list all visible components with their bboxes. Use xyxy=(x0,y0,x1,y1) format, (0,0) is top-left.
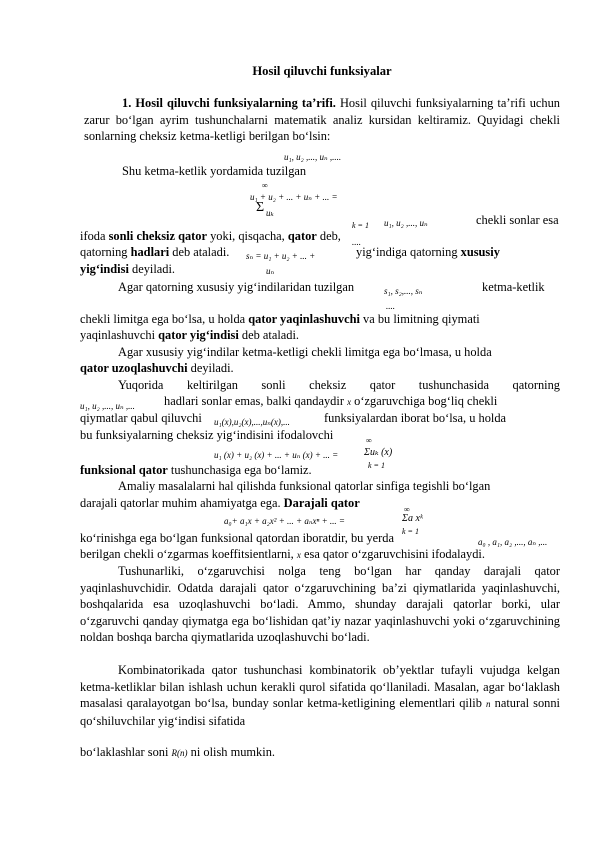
text-line-infinite-sum: bu funksiyalarning cheksiz yig‘indisini ifodalovchi xyxy=(80,428,334,442)
text-line-series-sum: yaqinlashuvchi qator yig‘indisi deb ataladi. xyxy=(80,328,300,342)
paragraph-constructed: Shu ketma-ketlik yordamida tuzilgan xyxy=(122,164,307,178)
text-sequence-word: ketma-ketlik xyxy=(482,280,545,294)
text-partial-sums-seq: Agar qatorning xususiy yig‘indilaridan tuzilgan xyxy=(118,280,355,294)
formula-term: uₖ xyxy=(266,208,274,218)
text-line-coefficients: berilgan chekli o‘zgarmas koeffitsientlarni, x esa qator o‘zgaruvchisini ifodalaydi. xyxy=(80,547,485,561)
formula-functional-sum: Σuₖ (x) xyxy=(364,447,393,458)
formula-series: u₁ + u₂ + ... + uₙ + ... = xyxy=(250,192,338,202)
text-line-convergent: chekli limitga ega bo‘lsa, u holda qator yaqinlashuvchi va bu limitning qiymati xyxy=(80,312,480,326)
formula-power-sum: Σa xᵏ xyxy=(402,513,423,524)
section-number: 1. xyxy=(122,96,132,110)
formula-infinity: ∞ xyxy=(262,181,268,190)
text-line-terms: qatorning hadlari deb ataladi. xyxy=(80,245,230,259)
text-line-power: darajali qatorlar muhim ahamiyatga ega. Darajali qator xyxy=(80,496,360,510)
formula-functional-series: u₁ (x) + u₂ (x) + ... + uₙ (x) + ... = xyxy=(214,450,339,460)
formula-lower-index-2: k = 1 xyxy=(368,461,385,470)
text-line-values: qiymatlar qabul qiluvchi xyxy=(80,411,202,425)
paragraph-combinatorics: Kombinatorikada qator tushunchasi kombinatorik ob’yektlar tufayli vujudga kelgan ketma-ketliklar bilan ishlash uchun kerakli qurol sifatida qo‘llaniladi. Masalan, agar bo‘laklash masalasi qaralayotgan bo‘lsa, bunday sonlar ketma-ketligining elementlari qilib n natural sonni qo‘shiluvchilar yig‘indisi sifatida xyxy=(80,663,560,728)
formula-lower-index-3: k = 1 xyxy=(402,527,419,536)
text-line-divergent: qator uzoqlashuvchi deyiladi. xyxy=(80,361,234,375)
formula-un: uₙ xyxy=(266,266,275,276)
formula-partial-sum: sₙ = u₁ + u₂ + ... + xyxy=(246,251,316,261)
page-title: Hosil qiluvchi funksiyalar xyxy=(252,64,392,78)
text-line-series-def: ifoda sonli cheksiz qator yoki, qisqacha, qator deb, xyxy=(80,229,341,243)
text-line-functions: hadlari sonlar emas, balki qandaydir x o‘zgaruvchiga bog‘liq chekli xyxy=(164,394,498,408)
formula-coefficients: a₀ , a₁, a₂ ,..., aₙ ,... xyxy=(478,537,548,547)
paragraph-definition xyxy=(84,95,560,145)
paragraph-clearly: Tushunarliki, o‘zgaruvchisi nolga teng bo‘lgan har qanday darajali qator yaqinlashuvchidir. Odatda darajali qator o‘zgaruvchining ba’zi qiymatlarida yaqinlashuvchi, boshqalarida esa uzoqlashuvchi bo‘ladi. Ammo, shunday darajali qatorlar borki, ular o‘zgaruvchi qanday qiymatga ega bo‘lishidan qat’iy nazar yaqinlashuvchi yoki o‘zgaruvchining noldan boshqa barcha qiymatlarida uzoqlashuvchi bo‘ladi. xyxy=(80,564,560,645)
text-divergent-intro: Agar xususiy yig‘indilar ketma-ketligi chekli limitga ega bo‘lmasa, u holda xyxy=(118,345,492,359)
formula-lower-index: k = 1 xyxy=(352,221,369,230)
sigma-icon: Σ xyxy=(256,200,265,215)
formula-terms-seq: u₁, u₂ ,..., uₙ ,... xyxy=(80,401,135,411)
formula-functions: u₁(x),u₂(x),...,uₙ(x),... xyxy=(214,417,290,427)
formula-infinity-2: ∞ xyxy=(366,436,372,445)
formula-infinity-3: ∞ xyxy=(404,505,410,514)
text-finite-numbers: chekli sonlar esa xyxy=(476,213,559,227)
formula-terms-list: u₁, u₂ ,..., uₙ xyxy=(384,218,428,228)
text-line-functional: funksional qator tushunchasiga ega bo‘lamiz. xyxy=(80,463,312,477)
formula-dots: .... xyxy=(352,237,361,247)
text-line-form: ko‘rinishga ega bo‘lgan funksional qatordan iboratdir, bu yerda xyxy=(80,531,394,545)
text-line-partial: yig‘indiga qatorning xususiy xyxy=(356,245,500,259)
formula-dots-2: .... xyxy=(386,301,395,311)
text-line-partitions: bo‘laklashlar soni R(n) ni olish mumkin. xyxy=(80,745,275,759)
text-line-functions-end: funksiyalardan iborat bo‘lsa, u holda xyxy=(324,411,507,425)
section-heading: Hosil qiluvchi funksiyalarning ta’rifi. xyxy=(135,96,336,110)
paragraph-text: Hosil qiluvchi funksiyalarning ta’rifi uchun zarur bo‘lgan ayrim tushunchalarni matematik analiz kursidan keltiramiz. Quyidagi chekli sonlarning cheksiz ketma-ketligi berilgan bo‘lsin: xyxy=(84,96,560,144)
formula-sequence: u₁, u₂ ,..., uₙ ,.... xyxy=(284,152,342,162)
formula-power-series: a₀+ a₁x + a₂x² + ... + aₙxⁿ + ... = xyxy=(224,516,345,526)
text-line-practical: Amaliy masalalarni hal qilishda funksional qatorlar sinfiga tegishli bo‘lgan xyxy=(118,479,491,493)
formula-partial-seq: s₁, s₂,..., sₙ xyxy=(384,286,423,296)
text-functional-intro: Yuqorida keltirilgan sonli cheksiz qator tushunchasida qatorning xyxy=(118,378,560,392)
text-line-partial-sum: yig‘indisi deyiladi. xyxy=(80,262,176,276)
